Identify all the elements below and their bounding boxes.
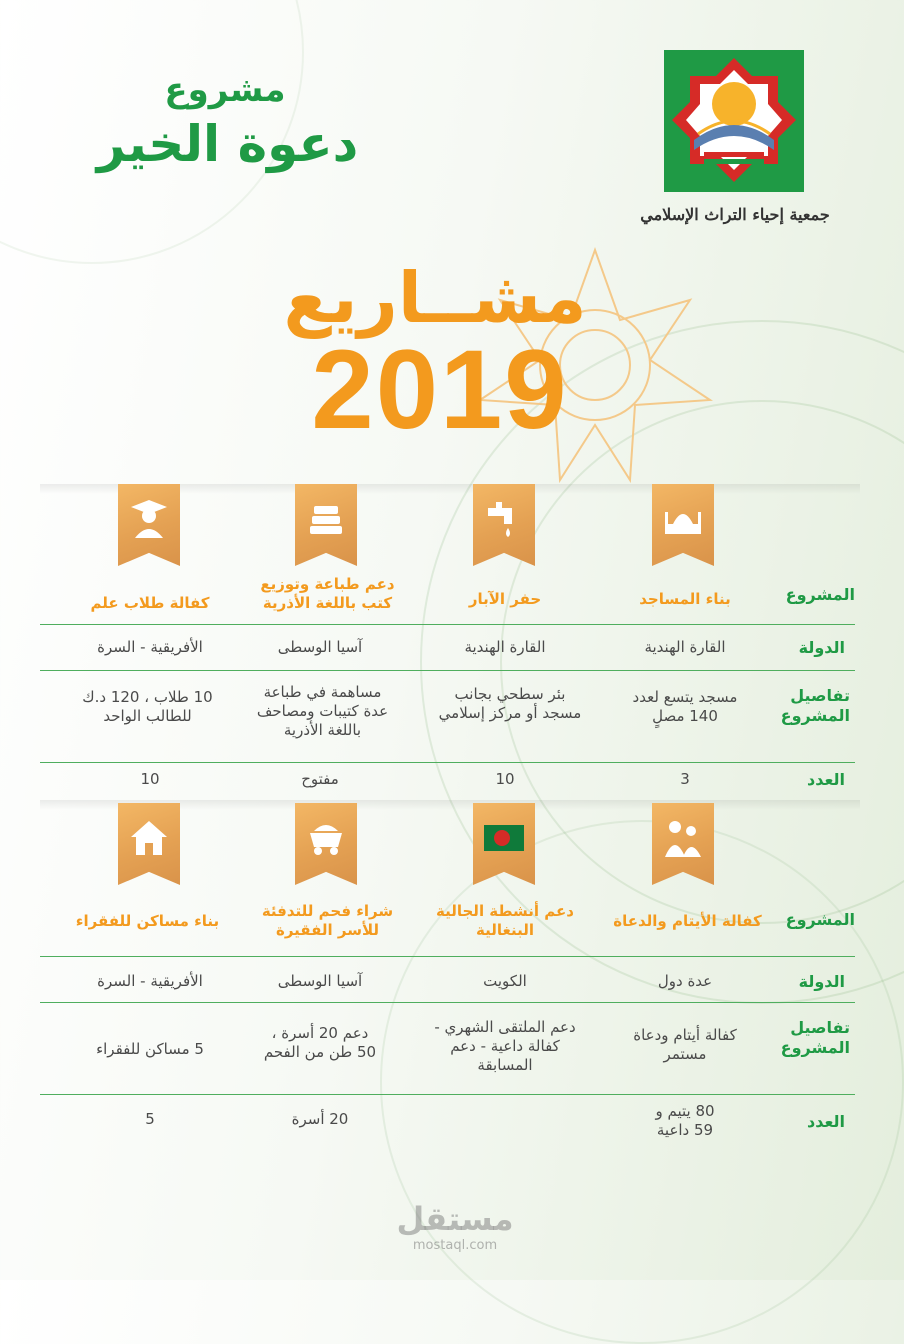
details-line: مساهمة في طباعة <box>263 683 382 701</box>
label-line: تفاصيل <box>790 686 850 705</box>
row-label-project: المشروع <box>785 585 855 604</box>
details-line: مسجد أو مركز إسلامي <box>438 704 582 722</box>
project-title-coal <box>240 902 415 940</box>
banner-word: مشــاريع <box>283 257 587 339</box>
title-line: شراء فحم للتدفئة <box>261 902 394 920</box>
title-line: للأسر الفقيرة <box>275 921 379 939</box>
details-line: كفالة أيتام ودعاة <box>633 1026 737 1044</box>
details-cell <box>55 688 240 726</box>
details-cell: 5 مساكن للفقراء <box>96 1040 204 1058</box>
details-line: دعم 20 أسرة ، <box>271 1024 369 1042</box>
project-title-wells: حفر الآبار <box>468 590 542 608</box>
divider <box>40 624 855 625</box>
details-cell <box>600 1026 770 1064</box>
details-line: 140 مصلٍ <box>652 707 718 725</box>
label-line: المشروع <box>780 1038 850 1057</box>
title-line: دعم أنشطة الجالية <box>436 902 574 920</box>
row-label-details <box>775 1018 850 1058</box>
title-line: كتب باللغة الأذرية <box>262 594 393 612</box>
details-line: 10 طلاب ، 120 د.ك <box>82 688 213 706</box>
count-cell: 10 <box>140 770 160 788</box>
row-label-count: العدد <box>807 1112 845 1131</box>
details-cell <box>410 1018 600 1075</box>
banner-year: 2019 <box>311 327 569 452</box>
country-cell: القارة الهندية <box>644 638 726 656</box>
country-cell: آسيا الوسطى <box>277 638 363 656</box>
row-label-details <box>775 686 850 726</box>
details-cell <box>420 685 600 723</box>
details-line: مستمر <box>663 1045 707 1063</box>
books-icon <box>295 484 357 566</box>
project-name: دعوة الخير <box>96 115 359 173</box>
country-cell: الأفريقية - السرة <box>97 972 203 990</box>
details-line: بئر سطحي بجانب <box>454 685 566 703</box>
row-label-count: العدد <box>807 770 845 789</box>
house-icon <box>118 803 180 885</box>
project-title-bengali <box>415 902 595 940</box>
row-label-country: الدولة <box>798 972 845 991</box>
organization-name: جمعية إحياء التراث الإسلامي <box>640 205 830 224</box>
divider <box>40 670 855 671</box>
project-title-orphans: كفالة الأيتام والدعاة <box>613 912 762 930</box>
title-line: دعم طباعة وتوزيع <box>260 575 395 593</box>
count-cell: 3 <box>680 770 690 788</box>
project-label: مشروع <box>164 70 286 110</box>
count-cell: 5 <box>145 1110 155 1128</box>
details-line: 50 طن من الفحم <box>263 1043 377 1061</box>
details-cell <box>235 1024 405 1062</box>
organization-logo <box>664 50 804 192</box>
row-label-project: المشروع <box>785 910 855 929</box>
count-cell: 20 أسرة <box>291 1110 349 1128</box>
details-line: مسجد يتسع لعدد <box>632 688 738 706</box>
country-cell: القارة الهندية <box>464 638 546 656</box>
divider <box>40 762 855 763</box>
details-line: للطالب الواحد <box>103 707 192 725</box>
details-line: دعم الملتقى الشهري - <box>434 1018 576 1036</box>
divider <box>40 956 855 957</box>
graduate-icon <box>118 484 180 566</box>
country-cell: الكويت <box>483 972 527 990</box>
country-cell: آسيا الوسطى <box>277 972 363 990</box>
count-cell: مفتوح <box>301 770 339 788</box>
row-label-country: الدولة <box>798 638 845 657</box>
country-cell: عدة دول <box>657 972 713 990</box>
title-line: البنغالية <box>476 921 534 939</box>
count-line: 80 يتيم و <box>655 1102 715 1120</box>
label-line: تفاصيل <box>790 1018 850 1037</box>
details-line: باللغة الأذرية <box>283 721 362 739</box>
details-line: المسابقة <box>477 1056 533 1074</box>
details-cell <box>600 688 770 726</box>
divider <box>40 1002 855 1003</box>
details-line: عدة كتيبات ومصاحف <box>256 702 389 720</box>
count-line: 59 داعية <box>656 1121 714 1139</box>
project-title-books <box>235 575 420 613</box>
project-title-housing: بناء مساكن للفقراء <box>75 912 220 930</box>
watermark-latin: mostaql.com <box>412 1238 498 1253</box>
project-title-students: كفالة طلاب علم <box>90 594 210 612</box>
label-line: المشروع <box>780 706 850 725</box>
divider <box>40 1094 855 1095</box>
details-line: كفالة داعية - دعم <box>450 1037 560 1055</box>
background-mandala-ring <box>380 820 904 1344</box>
country-cell: الأفريقية - السرة <box>97 638 203 656</box>
watermark-arabic: مستقل <box>396 1200 514 1238</box>
coal-cart-icon <box>295 803 357 885</box>
count-cell: 10 <box>495 770 515 788</box>
count-cell <box>600 1102 770 1140</box>
details-cell <box>230 683 415 740</box>
project-title-mosques: بناء المساجد <box>639 590 731 608</box>
